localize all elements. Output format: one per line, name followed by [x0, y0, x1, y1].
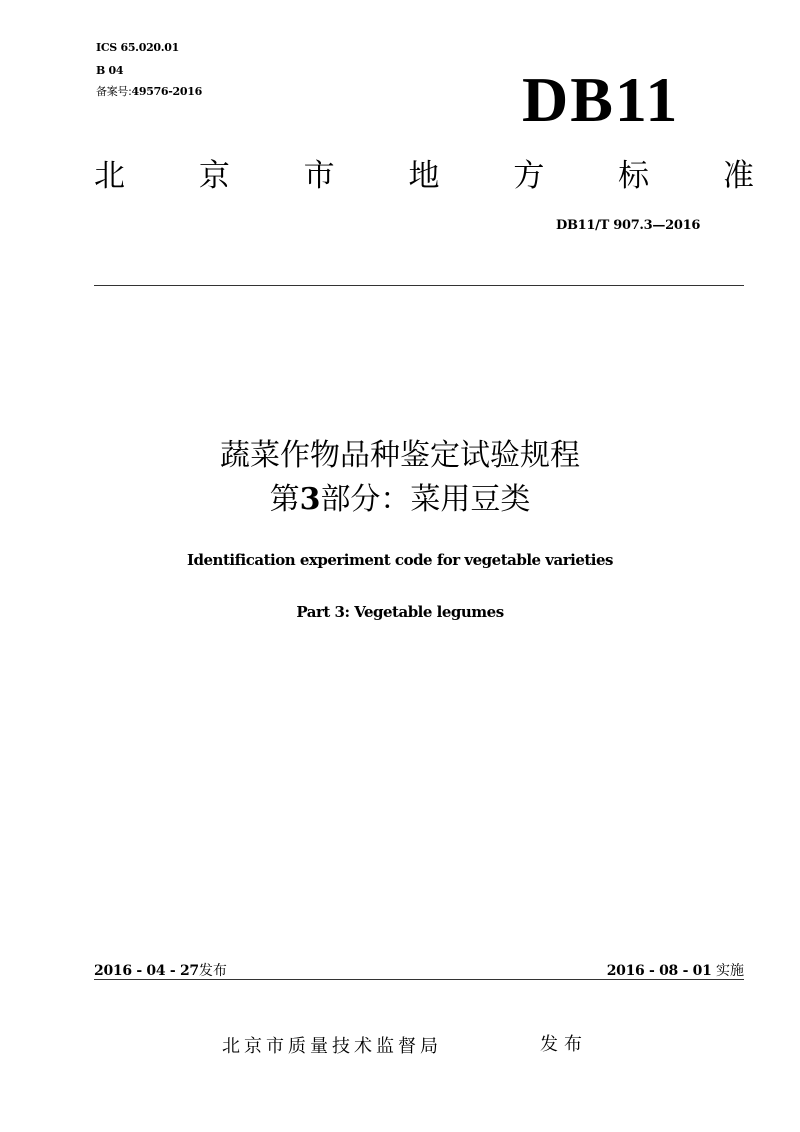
english-title-line2: Part 3: Vegetable legumes: [296, 603, 504, 621]
header-divider: [94, 285, 744, 286]
record-label: 备案号:: [96, 85, 132, 98]
standard-type-char: 地: [408, 158, 440, 194]
record-value: 49576-2016: [131, 85, 202, 98]
standard-type-char: 标: [618, 158, 650, 194]
record-number: [96, 85, 202, 99]
english-title-line1: Identification experiment code for vegetable varieties: [187, 551, 613, 569]
issue-date-label: 发布: [198, 963, 227, 979]
issue-date-value: 2016 - 04 - 27: [94, 963, 199, 979]
ics-code: ICS 65.020.01: [96, 41, 180, 54]
issuing-action: 发布: [540, 1034, 588, 1055]
footer-divider: [94, 979, 744, 980]
title-part-suffix: 部分：菜用豆类: [320, 482, 531, 517]
standard-type-char: 方: [513, 158, 545, 194]
db-code-logo: DB11: [522, 64, 680, 135]
standard-type-char: 准: [722, 158, 754, 194]
standard-number: DB11/T 907.3—2016: [556, 218, 701, 233]
issuing-authority: 北京市质量技术监督局: [222, 1036, 442, 1057]
classification-code: B 04: [96, 64, 124, 77]
title-part-number: 3: [299, 482, 321, 517]
title-part-prefix: 第: [269, 482, 300, 517]
chinese-title-line1: 蔬菜作物品种鉴定试验规程: [220, 438, 580, 473]
implementation-date-value: 2016 - 08 - 01: [606, 963, 712, 979]
standard-type-char: 北: [94, 158, 125, 194]
standard-type-char: 市: [303, 158, 335, 194]
standard-type-char: 京: [198, 158, 230, 194]
implementation-date: [607, 960, 744, 980]
standard-type-heading: [94, 156, 754, 196]
issue-date: [94, 960, 227, 980]
chinese-title-line2: [0, 480, 800, 520]
implementation-date-label: 实施: [716, 963, 744, 979]
